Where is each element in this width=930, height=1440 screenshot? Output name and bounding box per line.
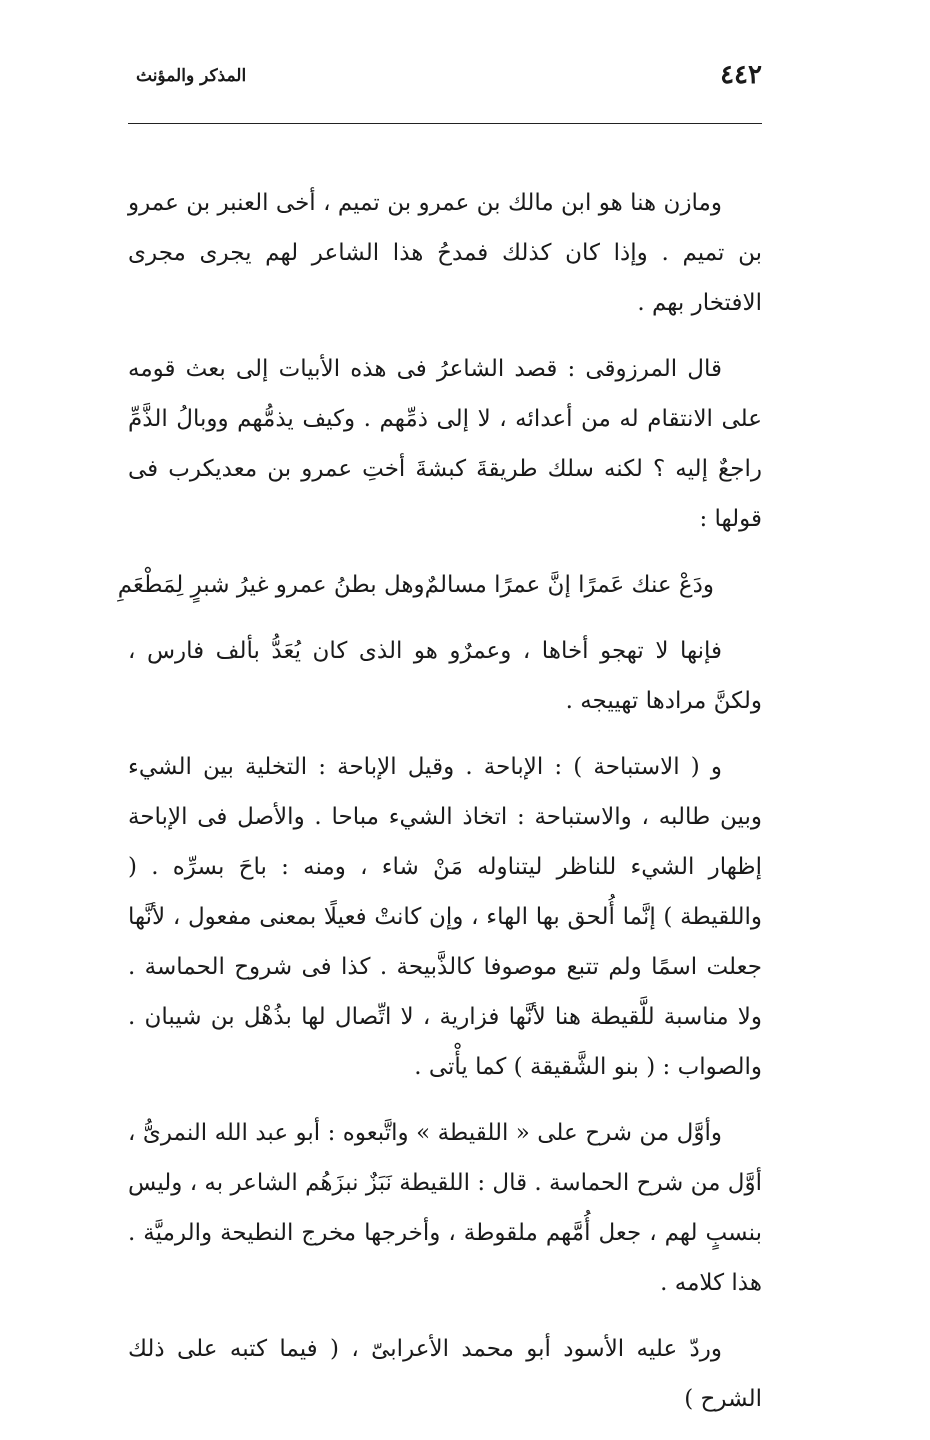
paragraph-kabsha: فإنها لا تهجو أخاها ، وعمرٌو هو الذى كان يُعَدُّ بألف فارس ، ولكنَّ مرادها تهييجه . [128, 638, 762, 714]
page-number: ٤٤٢ [720, 60, 762, 90]
paragraph-marzuqi: قال المرزوقى : قصد الشاعرُ فى هذه الأبيات إلى بعث قومه على الانتقام له من أعدائه ، لا إلى ذمِّهم . وكيف يذمُّهم ووبالُ الذَّمِّ راجعٌ إليه ؟ لكنه سلك طريقةَ كبشةَ أختِ عمرو بن معديكرب فى قولها : [128, 356, 762, 532]
page-header [128, 60, 762, 100]
verse-second-hemistich: وهل بطنُ عمرو غيرُ شبرٍ لِمَطْعَمِ [117, 572, 425, 598]
header-divider [128, 123, 762, 124]
paragraph-namari: وأوَّل من شرح على « اللقيطة » واتَّبعوه : أبو عبد الله النمرىُّ ، أوَّل من شرح الحماسة . قال : اللقيطة نَبَزٌ نبزَهُم الشاعر به ، وليس بنسبٍ لهم ، جعل أُمَّهم ملقوطة ، وأخرجها مخرج النطيحة والرميَّة . هذا كلامه . [128, 1120, 762, 1296]
paragraph-mazin: ومازن هنا هو ابن مالك بن عمرو بن تميم ، أخى العنبر بن عمرو بن تميم . وإذا كان كذلك فمدحُ هذا الشاعر لهم يجرى مجرى الافتخار بهم . [128, 190, 762, 316]
paragraph-istibaha: و ( الاستباحة ) : الإباحة . وقيل الإباحة : التخلية بين الشيء وبين طالبه ، والاستباحة : اتخاذ الشيء مباحا . والأصل فى الإباحة إظهار الشيء للناظر ليتناوله مَنْ شاء ، ومنه : باحَ بسرِّه . ( واللقيطة ) إنَّما أُلحق بها الهاء ، وإن كانتْ فعيلًا بمعنى مفعول ، لأنَّها جعلت اسمًا ولم تتبع موصوفا كالذَّبيحة . كذا فى شروح الحماسة . ولا مناسبة للَّقيطة هنا لأنَّها فزارية ، لا اتِّصال لها بذُهْل بن شيبان . والصواب : ( بنو الشَّقيقة ) كما يأْتى . [128, 754, 762, 1080]
running-title: المذكر والمؤنث [136, 66, 247, 86]
poem-verse [117, 560, 714, 610]
verse-first-hemistich: ودَعْ عنك عَمرًا إنَّ عمرًا مسالمٌ [424, 572, 714, 598]
paragraph-aswad: وردّ عليه الأسود أبو محمد الأعرابىّ ، ( فيما كتبه على ذلك الشرح ) [128, 1336, 762, 1412]
main-text [117, 178, 762, 1440]
